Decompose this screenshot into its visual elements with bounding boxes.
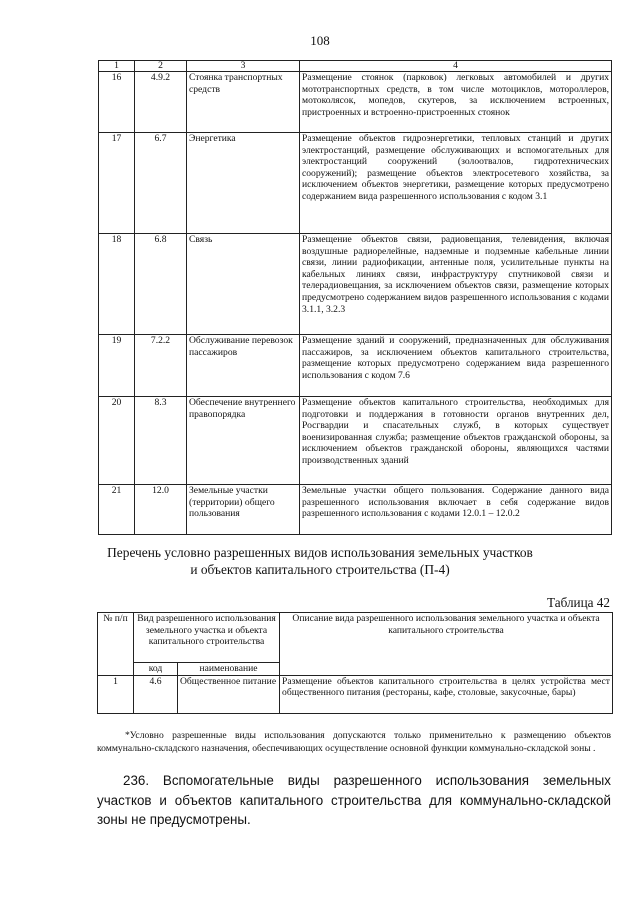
column-header: 1 (99, 61, 135, 72)
use-description: Размещение объектов капитального строительства, необходимых для подготовки и поддержания в готовности органов внутренних дел, Росгвардии и спасательных служб, в которых существует военизированная служба; размещение объектов гражданской обороны, за исключением объектов гражданской обороны, являющихся частями производственных зданий (300, 397, 612, 485)
table-row (99, 335, 612, 397)
use-name: Обеспечение внутреннего правопорядка (187, 397, 300, 485)
use-description: Размещение зданий и сооружений, предназначенных для обслуживания пассажиров, за исключением объектов капитального строительства, размещение которых предусмотрено содержанием вида разрешенного использования с кодом 7.6 (300, 335, 612, 397)
footnote: *Условно разрешенные виды использования допускаются только применительно к размещению объектов коммунально-складского назначения, обеспечивающих осуществление основной функции коммунально-складской зоны . (97, 730, 611, 754)
column-header: 3 (187, 61, 300, 72)
use-description: Земельные участки общего пользования. Содержание данного вида разрешенного использования включает в себя содержание видов разрешенного использования с кодами 12.0.1 – 12.0.2 (300, 485, 612, 535)
use-code: 12.0 (135, 485, 187, 535)
land-use-table (98, 60, 612, 535)
closing-paragraph: 236. Вспомогательные виды разрешенного использования земельных участков и объектов капитального строительства для коммунально-складской зоны не предусмотрены. (97, 773, 611, 827)
use-name: Земельные участки (территории) общего пользования (187, 485, 300, 535)
column-header-name: наименование (178, 663, 280, 676)
table-caption: Таблица 42 (547, 595, 610, 610)
row-number: 18 (99, 234, 135, 335)
section-heading-line: Перечень условно разрешенных видов использования земельных участков (107, 545, 533, 560)
section-heading-line: и объектов капитального строительства (П-4) (190, 562, 450, 577)
use-code: 8.3 (135, 397, 187, 485)
table-header-row (98, 613, 613, 663)
row-number: 21 (99, 485, 135, 535)
row-number: 16 (99, 72, 135, 133)
column-header-number: № п/п (98, 613, 134, 676)
row-number: 20 (99, 397, 135, 485)
column-header-use-type: Вид разрешенного использования земельного участка и объекта капитального строительства (134, 613, 280, 663)
use-description: Размещение объектов связи, радиовещания, телевидения, включая воздушные радиорелейные, надземные и подземные кабельные линии связи, линии радиофикации, антенные поля, усилительные пункты на кабельных линиях связи, инфраструктуру спутниковой связи и телерадиовещания, за исключением объектов связи, размещение которых предусмотрено содержанием видов разрешенного использования с кодами 3.1.1, 3.2.3 (300, 234, 612, 335)
column-header: 2 (135, 61, 187, 72)
table-row (99, 72, 612, 133)
page-number: 108 (310, 33, 330, 48)
table-row (99, 133, 612, 234)
column-header: 4 (300, 61, 612, 72)
row-number: 1 (98, 675, 134, 713)
use-description: Размещение объектов гидроэнергетики, тепловых станций и других электростанций, размещение обслуживающих и вспомогательных для электростанций сооружений (золоотвалов, гидротехнических сооружений); размещение объектов электросетевого хозяйства, за исключением объектов энергетики, размещение которых предусмотрено содержанием вида разрешенного использования с кодом 3.1 (300, 133, 612, 234)
use-code: 4.9.2 (135, 72, 187, 133)
table-row (99, 234, 612, 335)
use-code: 6.8 (135, 234, 187, 335)
column-header-code: код (134, 663, 178, 676)
row-number: 19 (99, 335, 135, 397)
use-code: 6.7 (135, 133, 187, 234)
table-row (99, 397, 612, 485)
use-code: 4.6 (134, 675, 178, 713)
use-description: Размещение объектов капитального строительства в целях устройства мест общественного питания (рестораны, кафе, столовые, закусочные, бары) (280, 675, 613, 713)
use-code: 7.2.2 (135, 335, 187, 397)
table-row (98, 675, 613, 713)
use-name: Энергетика (187, 133, 300, 234)
row-number: 17 (99, 133, 135, 234)
section-heading (0, 544, 640, 578)
use-name: Общественное питание (178, 675, 280, 713)
table-header-row (99, 61, 612, 72)
use-name: Обслуживание перевозок пассажиров (187, 335, 300, 397)
column-header-description: Описание вида разрешенного использования земельного участка и объекта капитального строительства (280, 613, 613, 676)
table-row (99, 485, 612, 535)
use-description: Размещение стоянок (парковок) легковых автомобилей и других мототранспортных средств, в том числе мотоциклов, мотороллеров, мотоколясок, мопедов, скутеров, за исключением встроенных, пристроенных и встроенно-пристроенных стоянок (300, 72, 612, 133)
use-name: Стоянка транспортных средств (187, 72, 300, 133)
conditional-use-table (97, 612, 613, 714)
use-name: Связь (187, 234, 300, 335)
